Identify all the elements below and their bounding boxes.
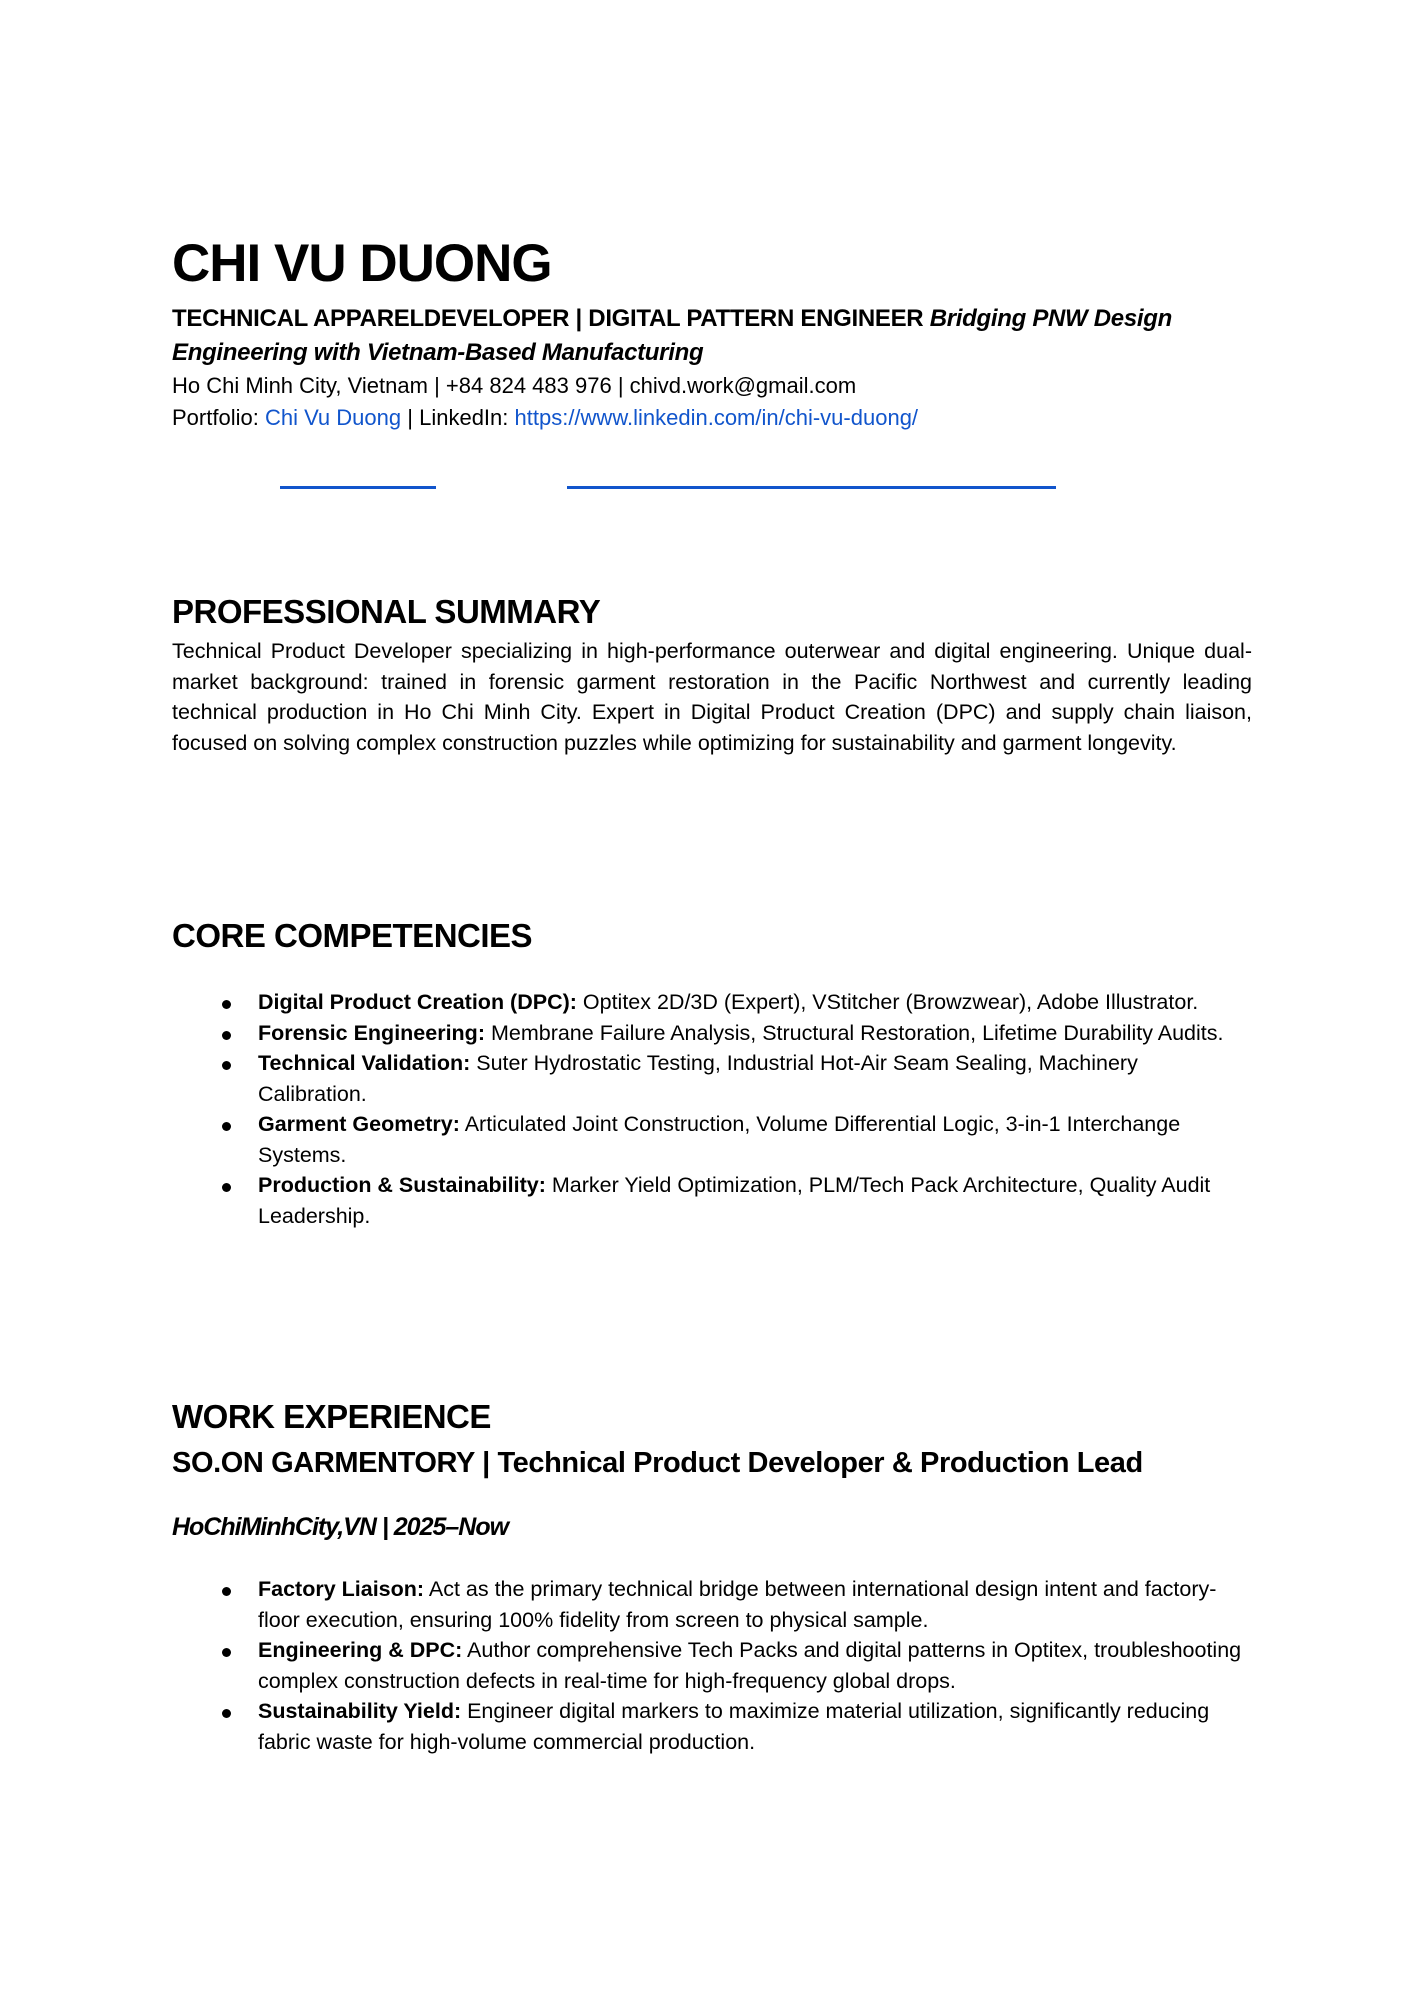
portfolio-link[interactable]: Chi Vu Duong <box>264 405 402 430</box>
list-item <box>222 1048 1252 1109</box>
list-item <box>222 1109 1252 1170</box>
bullet-icon <box>222 1031 231 1040</box>
section-heading-summary: PROFESSIONAL SUMMARY <box>172 593 601 630</box>
portfolio-underline <box>280 486 436 489</box>
item-label: Production & Sustainability: <box>258 1173 546 1197</box>
item-text: Marker Yield Optimization, PLM/Tech Pack Architecture, Quality Audit Leadership. <box>258 1173 1211 1228</box>
item-text: Articulated Joint Construction, Volume Differential Logic, 3-in-1 Interchange Systems. <box>258 1112 1181 1167</box>
separator: | <box>434 373 440 398</box>
item-label: Engineering & DPC: <box>258 1638 463 1662</box>
item-label: Digital Product Creation (DPC): <box>258 990 577 1014</box>
item-label: Sustainability Yield: <box>258 1699 462 1723</box>
list-item <box>222 1170 1252 1231</box>
list-item <box>222 1574 1252 1635</box>
item-label: Factory Liaison: <box>258 1577 425 1601</box>
item-text: Optitex 2D/3D (Expert), VStitcher (Browzwear), Adobe Illustrator. <box>576 990 1199 1014</box>
bullet-icon <box>222 1061 231 1070</box>
bullet-icon <box>222 1709 231 1718</box>
item-text: Act as the primary technical bridge between international design intent and factory-floor execution, ensuring 100% fidelity from screen to physical sample. <box>258 1577 1217 1632</box>
item-text: Membrane Failure Analysis, Structural Restoration, Lifetime Durability Audits. <box>484 1020 1224 1045</box>
linkedin-label: LinkedIn: <box>419 405 509 430</box>
item-text: Engineer digital markers to maximize material utilization, significantly reducing fabric waste for high-volume commercial production. <box>258 1699 1210 1754</box>
job-title: TECHNICAL APPARELDEVELOPER | DIGITAL PATTERN ENGINEER <box>172 305 924 332</box>
email[interactable]: chivd.work@gmail.com <box>629 373 857 398</box>
item-text: Author comprehensive Tech Packs and digital patterns in Optitex, troubleshooting complex construction defects in real-time for high-frequency global drops. <box>258 1638 1242 1693</box>
job-location-dates: HoChiMinhCity,VN | 2025–Now <box>172 1513 509 1541</box>
item-label: Forensic Engineering: <box>258 1020 485 1045</box>
competencies-list <box>222 987 1252 1231</box>
bullet-icon <box>222 1122 231 1131</box>
contact-line <box>172 370 856 402</box>
item-text: Suter Hydrostatic Testing, Industrial Hot-Air Seam Sealing, Machinery Calibration. <box>258 1051 1138 1106</box>
candidate-name: CHI VU DUONG <box>172 234 552 293</box>
list-item <box>222 987 1252 1018</box>
list-item <box>222 1696 1252 1757</box>
section-heading-competencies: CORE COMPETENCIES <box>172 917 533 954</box>
summary-text: Technical Product Developer specializing in high-performance outerwear and digital engineering. Unique dual-market background: trained in forensic garment restoration in the Pacific Northwest and currently leading technical production in Ho Chi Minh City. Expert in Digital Product Creation (DPC) and supply chain liaison, focused on solving complex construction puzzles while optimizing for sustainability and garment longevity. <box>172 639 1252 755</box>
linkedin-underline <box>567 486 1056 489</box>
separator: | <box>617 373 624 398</box>
item-label: Garment Geometry: <box>258 1112 460 1136</box>
separator: | <box>407 405 413 430</box>
tagline: Bridging PNW Design Engineering with Vietnam-Based Manufacturing <box>172 305 1172 366</box>
bullet-icon <box>222 1648 231 1657</box>
bullet-icon <box>222 1587 231 1596</box>
links-line <box>172 402 918 434</box>
phone: +84 824 483 976 <box>445 373 612 398</box>
experience-list <box>222 1574 1252 1757</box>
job-heading: SO.ON GARMENTORY | Technical Product Developer & Production Lead <box>172 1447 1143 1479</box>
list-item <box>222 1635 1252 1696</box>
headline <box>172 302 1272 370</box>
linkedin-link[interactable]: https://www.linkedin.com/in/chi-vu-duong/ <box>514 405 919 430</box>
portfolio-label: Portfolio: <box>172 405 259 430</box>
bullet-icon <box>222 1183 231 1192</box>
bullet-icon <box>222 1000 231 1009</box>
location: Ho Chi Minh City, Vietnam <box>172 373 428 398</box>
item-label: Technical Validation: <box>258 1051 471 1075</box>
section-heading-experience: WORK EXPERIENCE <box>172 1398 491 1435</box>
list-item <box>222 1018 1252 1049</box>
